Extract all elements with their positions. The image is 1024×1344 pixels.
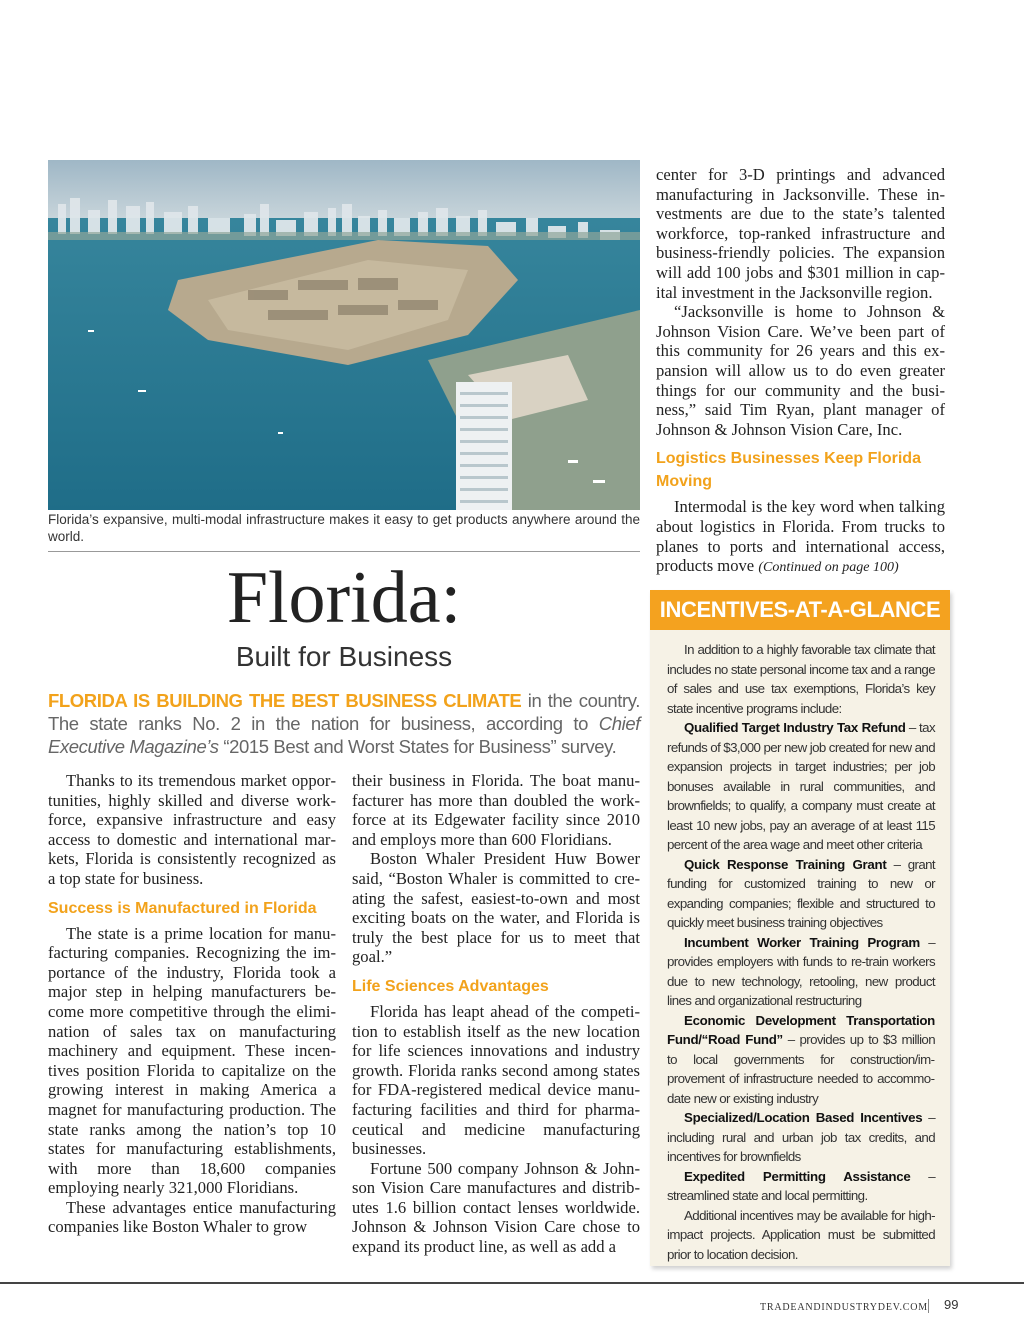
footer-separator <box>928 1299 929 1313</box>
incentive-item <box>667 933 935 1011</box>
incentive-item <box>667 718 935 855</box>
section-heading: Logistics Businesses Keep Florida Moving <box>656 450 921 491</box>
incentive-name: Specialized/Location Based Incentives <box>684 1110 923 1125</box>
sidebar-header <box>650 590 950 630</box>
incentive-desc: – tax refunds of $3,000 per new job created for new and expansion projects in target industries; per job bonuses available in rural communities, and brownfields; to qualify, a company must create at least 10 new jobs, pay an average of at least 115 percent of the area wage and meet other criteria <box>667 720 935 852</box>
column-paragraph: The state is a prime location for manufacturing companies. Recognizing the importance of the industry, Florida took a major step in helping manufacturers become more competitive through the elimination of sales tax on manufacturing machinery and equipment. These incentives position Florida to capitalize on the growing interest in making America a magnet for manufacturing production. The state ranks among the nation’s top 10 states for manufacturing establishments, with more than 18,600 companies employing nearly 321,000 Floridians. <box>48 923 336 1198</box>
column-paragraph: their business in Florida. The boat manufacturer has more than doubled the workforce at its Edgewater facility since 2010 and employs more than 600 Floridians. <box>352 771 640 849</box>
column-paragraph: Boston Whaler President Huw Bower said, “Boston Whaler is committed to creating the safest, easiest-to-own and most exciting boats on the water, and Florida is truly the best place for us to meet that goal.” <box>352 849 640 967</box>
column-paragraph: These advantages entice manufacturing companies like Boston Whaler to grow <box>48 1197 336 1237</box>
incentive-item <box>667 855 935 933</box>
page-title: Florida: <box>226 557 462 639</box>
incentive-item <box>667 1011 935 1109</box>
column-paragraph: Florida has leapt ahead of the competition to establish itself as the new location for life sciences innovations and industry growth. Florida ranks second among states for FDA-registered medical device manufacturing facilities and third for pharmaceutical and medicine manufacturing businesses. <box>352 1001 640 1159</box>
section-heading: Life Sciences Advantages <box>352 977 549 995</box>
column-paragraph-text: Intermodal is the key word when talking about logistics in Florida. From trucks to planes to ports and international access, products move <box>656 497 945 576</box>
incentive-name: Economic Development Transportation Fund/“Road Fund” <box>667 1012 935 1047</box>
sidebar-intro: In addition to a highly favorable tax climate that includes no state personal income tax and a range of sales and use tax exemptions, Florida’s key state incentive programs include: <box>667 642 935 716</box>
intro-paragraph <box>48 689 640 758</box>
incentive-desc: – provides employers with funds to re-train workers due to new technology, retooling, new product lines and organizational restructuring <box>667 934 936 1008</box>
article-column-3 <box>656 165 945 578</box>
footer-website[interactable]: TRADEANDINDUSTRYDEV.COM <box>760 1302 928 1313</box>
incentive-name: Expedited Permitting Assistance <box>684 1168 911 1184</box>
incentive-item <box>667 1167 935 1206</box>
continued-link[interactable]: (Continued on page 100) <box>758 560 899 576</box>
article-column-1 <box>48 771 336 1237</box>
column-paragraph <box>656 497 945 577</box>
intro-lead: FLORIDA IS BUILDING THE BEST BUSINESS CLIMATE <box>48 690 522 711</box>
column-paragraph: Fortune 500 company Johnson & Johnson Vision Care manufactures and distributes 1.6 billion contact lenses worldwide. Johnson & Johnson Vision Care chose to expand its product line, as well as add a <box>352 1158 640 1257</box>
page-number: 99 <box>944 1297 959 1312</box>
intro-magazine: Chief Executive Magazine’s <box>48 713 640 757</box>
column-paragraph: “Jacksonville is home to Johnson & Johnson Vision Care. We’ve been part of this community for 26 years and this expansion will allow us to do even greater things for our community and the business,” said Tim Ryan, plant manager of Johnson & Johnson Vision Care, Inc. <box>656 302 945 439</box>
intro-text-1: in the country. The state ranks No. 2 in the nation for business, according to <box>48 690 640 734</box>
incentive-name: Qualified Target Industry Tax Refund <box>684 720 906 735</box>
caption-divider <box>48 551 640 552</box>
section-heading: Success is Manufactured in Florida <box>48 899 317 917</box>
sidebar-title: INCENTIVES-AT-A-GLANCE <box>659 597 941 622</box>
incentive-desc: – including rural and urban job tax credits, and incentives for brownfields <box>667 1110 935 1164</box>
column-paragraph: Thanks to its tremendous market opportunities, highly skilled and diverse workforce, expansive infrastructure and easy access to domestic and international markets, Florida is consistently recognized as a top state for business. <box>48 771 336 888</box>
intro-text-2: “2015 Best and Worst States for Business” survey. <box>218 736 617 757</box>
photo-caption: Florida’s expansive, multi-modal infrastructure makes it easy to get products anywhere around the world. <box>48 512 640 544</box>
aerial-photo <box>48 160 640 510</box>
column-paragraph: center for 3-D printings and advanced manufacturing in Jacksonville. These investments are due to the state’s talented workforce, top-ranked infrastructure and business-friendly policies. The expansion will add 100 jobs and $301 million in capital investment in the Jacksonville region. <box>656 165 945 302</box>
incentive-item <box>667 1108 935 1167</box>
incentive-desc: – streamlined state and local permitting. <box>667 1168 936 1203</box>
incentive-name: Incumbent Worker Training Program <box>684 934 920 950</box>
incentive-name: Quick Response Training Grant <box>684 856 887 872</box>
page-subtitle: Built for Business <box>235 641 453 672</box>
footer-divider <box>0 1282 1024 1284</box>
sidebar-body <box>667 640 935 1264</box>
incentives-sidebar <box>650 590 950 1266</box>
incentive-desc: – grant funding for customized training to new or expanding companies; flexible and structured to quickly meet business training objectives <box>667 856 936 930</box>
article-column-2 <box>352 771 640 1257</box>
sidebar-outro: Additional incentives may be available for high-impact projects. Application must be submitted prior to location decision. <box>667 1207 935 1262</box>
incentive-desc: – provides up to $3 million to local governments for construction/improvement of infrastructure needed to accommodate new or existing industry <box>667 1032 936 1106</box>
